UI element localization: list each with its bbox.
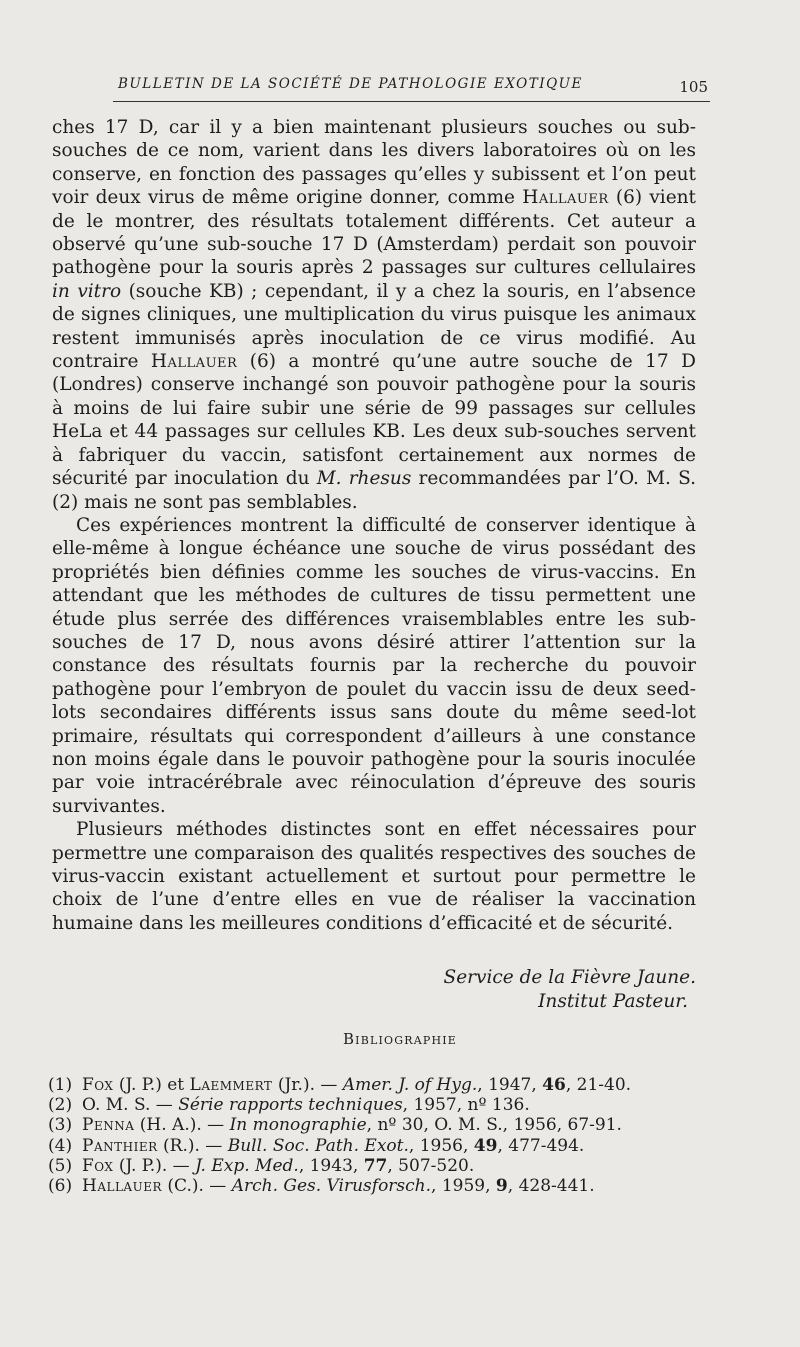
reference-journal: Bull. Soc. Path. Exot. (227, 1135, 409, 1156)
reference-initials: (H. A.). — (134, 1115, 230, 1136)
reference-journal: In monographie (229, 1115, 367, 1136)
paragraph-2: Ces expériences montrent la difficulté de conserver identique à elle-même à longue échéance une souche de virus possédant des propriétés bien définies comme les souches de virus-vaccins. En attendant que les méthodes de cultures de tissu permettent une étude plus serrée des différences vraisemblables entre les sub-souches de 17 D, nous avons désiré attirer l’attention sur la constance des résultats fournis par la recherche du pouvoir pathogène pour l’embryon de poulet du vaccin issu de deux seed-lots secondaires différents issus sans doute du même seed-lot primaire, résultats qui correspondent d’ailleurs à une constance non moins égale dans le pouvoir pathogène pour la souris inoculée par voie intracérébrale avec réinoculation d’épreuve des souris survivantes. (52, 514, 696, 817)
reference-item (48, 1075, 708, 1095)
reference-author: O. M. S. — (82, 1095, 179, 1116)
reference-number: (5) (48, 1155, 73, 1176)
signature-service: Service de la Fièvre Jaune. (443, 967, 696, 988)
reference-initials: (C.). — (162, 1176, 232, 1197)
reference-journal: Arch. Ges. Virusforsch. (231, 1176, 432, 1197)
reference-number: (3) (48, 1115, 73, 1136)
author-name: Hallauer (150, 351, 238, 373)
reference-initials: (R.). — (157, 1135, 228, 1156)
reference-volume: 9 (495, 1176, 508, 1197)
reference-year: , 1943, (298, 1155, 364, 1176)
reference-volume: 77 (363, 1155, 388, 1176)
bibliography-heading: Bibliographie (342, 1030, 458, 1048)
reference-journal: J. Exp. Med. (195, 1155, 299, 1176)
header-rule (113, 101, 710, 102)
reference-author: Fox (82, 1075, 114, 1095)
reference-number: (4) (48, 1135, 73, 1156)
signature (444, 966, 696, 1014)
reference-pages: , 507-520. (387, 1155, 475, 1176)
reference-initials: (Jr.). — (272, 1075, 343, 1095)
p1-text-2: (6) vient de le montrer, des résultats totalement différents. Cet auteur a observé qu’une sub-souche 17 D (Amsterdam) perdait son pouvoir pathogène pour la souris après 2 passages sur cultures cellulaires (52, 187, 696, 279)
reference-item (48, 1115, 708, 1135)
reference-rest: , 1957, nº 136. (402, 1095, 530, 1116)
page-number: 105 (679, 78, 708, 96)
paragraph-3: Plusieurs méthodes distinctes sont en effet nécessaires pour permettre une comparaison des qualités respectives des souches de virus-vaccin existant actuellement et surtout pour permettre le choix de l’une d’entre elles en vue de réaliser la vaccination humaine dans les meilleures conditions d’efficacité et de sécurité. (52, 819, 696, 934)
reference-volume: 49 (473, 1135, 498, 1156)
page-header (113, 74, 710, 104)
reference-author: Panthier (82, 1135, 158, 1156)
reference-item (48, 1095, 708, 1115)
reference-author: Laemmert (189, 1075, 273, 1095)
reference-pages: , 21-40. (565, 1075, 632, 1095)
reference-pages: , 428-441. (507, 1176, 595, 1197)
reference-pages: , 477-494. (497, 1135, 585, 1156)
reference-author: Penna (82, 1115, 135, 1136)
reference-item (48, 1136, 708, 1156)
reference-number: (6) (48, 1176, 73, 1197)
bibliography-list (48, 1075, 708, 1196)
reference-journal: Série rapports techniques (178, 1095, 403, 1116)
reference-item (48, 1156, 708, 1176)
italic-term: in vitro (52, 280, 122, 302)
reference-year: , 1947, (477, 1075, 543, 1095)
reference-initials: (J. P.). — (113, 1155, 196, 1176)
p1-text-5: recommandées par l’O. M. S. (2) mais ne sont pas semblables. (52, 468, 696, 513)
reference-year: , 1959, (431, 1176, 496, 1197)
reference-number: (2) (48, 1095, 73, 1116)
reference-author: Fox (82, 1155, 114, 1176)
reference-volume: 46 (542, 1075, 566, 1095)
body-text (52, 116, 696, 935)
reference-number: (1) (48, 1075, 73, 1095)
reference-year: , 1956, (408, 1135, 474, 1156)
signature-institute: Institut Pasteur. (538, 991, 688, 1012)
italic-term: M. rhesus (316, 468, 412, 490)
reference-journal: Amer. J. of Hyg. (342, 1075, 478, 1095)
p1-text-3: (souche KB) ; cependant, il y a chez la souris, en l’absence de signes cliniques, une multiplication du virus puisque les animaux restent immunisés après inoculation de ce virus modifié. Au contraire (52, 280, 697, 373)
reference-author: Hallauer (82, 1176, 163, 1197)
p1-text-1: ches 17 D, car il y a bien maintenant plusieurs souches ou sub-souches de ce nom, varient dans les divers laboratoires où on les conserve, en fonction des passages qu’elles y subissent et l’on peut voir deux virus de même origine donner, comme (52, 117, 696, 209)
paragraph-1 (52, 116, 696, 514)
reference-initials: (J. P.) et (113, 1075, 190, 1095)
p1-text-4: (6) a montré qu’une autre souche de 17 D (Londres) conserve inchangé son pouvoir pathogène pour la souris à moins de lui faire subir une série de 99 passages sur cellules HeLa et 44 passages sur cellules KB. Les deux sub-souches servent à fabriquer du vaccin, satisfont certainement aux normes de sécurité par inoculation du (52, 351, 696, 490)
author-name: Hallauer (522, 187, 609, 209)
running-title: BULLETIN DE LA SOCIÉTÉ DE PATHOLOGIE EXOTIQUE (118, 76, 583, 92)
reference-item (48, 1176, 708, 1196)
reference-rest: , nº 30, O. M. S., 1956, 67-91. (366, 1115, 622, 1136)
